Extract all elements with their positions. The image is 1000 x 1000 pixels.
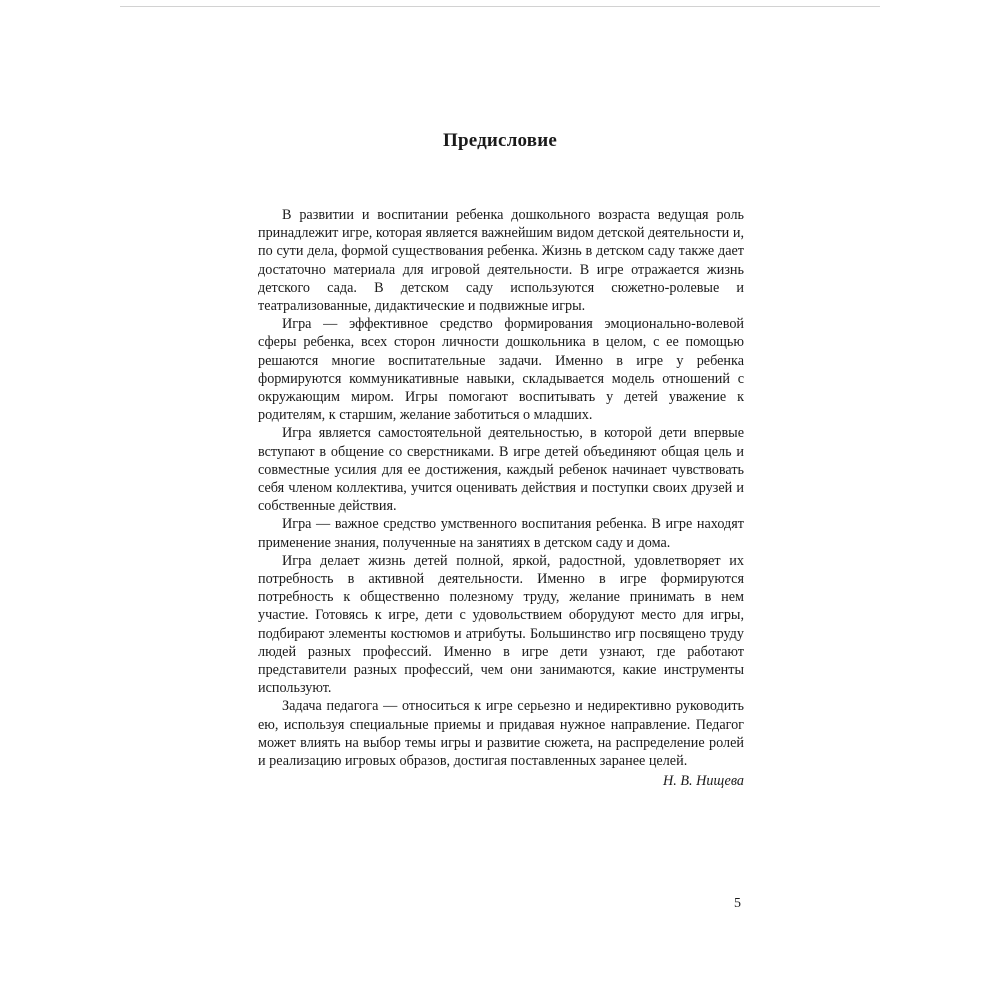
paragraph-4: Игра — важное средство умственного воспитания ребенка. В игре находят применение знания, полученные на занятиях в детском саду и дома.	[258, 516, 744, 551]
paragraph-5: Игра делает жизнь детей полной, яркой, радостной, удовлетворяет их потребность в активной деятельности. Именно в игре формируются потребность к общественно полезному труду, желание принимать в нем участие. Готовясь к игре, дети с удовольствием оборудуют место для игры, подбирают элементы костюмов и атрибуты. Большинство игр посвящено труду людей разных профессий. Именно в игре дети узнают, где работают представители разных профессий, чем они занимаются, какие инструменты используют.	[258, 552, 744, 697]
preface-body	[258, 206, 744, 791]
paragraph-6: Задача педагога — относиться к игре серьезно и недирективно руководить ею, используя специальные приемы и придавая нужное направление. Педагог может влиять на выбор темы игры и развитие сюжета, на распределение ролей и реализацию игровых образов, достигая поставленных заранее целей.	[258, 698, 744, 770]
author-signature: Н. В. Нищева	[663, 773, 744, 790]
page-number: 5	[734, 896, 741, 911]
top-divider	[120, 6, 880, 7]
paragraph-3: Игра является самостоятельной деятельностью, в которой дети впервые вступают в общение со сверстниками. В игре детей объединяют общая цель и совместные усилия для ее достижения, каждый ребенок начинает чувствовать себя членом коллектива, учится оценивать действия и поступки своих друзей и собственные действия.	[258, 425, 744, 515]
page-title: Предисловие	[442, 130, 558, 151]
paragraph-2: Игра — эффективное средство формирования эмоционально-волевой сферы ребенка, всех сторон личности дошкольника в целом, с ее помощью решаются многие воспитательные задачи. Именно в игре у ребенка формируются коммуникативные навыки, складывается модель отношений с окружающим миром. Игры помогают воспитывать у детей уважение к родителям, к старшим, желание заботиться о младших.	[258, 316, 744, 424]
paragraph-1: В развитии и воспитании ребенка дошкольного возраста ведущая роль принадлежит игре, которая является важнейшим видом детской деятельности и, по сути дела, формой существования ребенка. Жизнь в детском саду также дает достаточно материала для игровой деятельности. В игре отражается жизнь детского сада. В детском саду используются сюжетно-ролевые и театрализованные, дидактические и подвижные игры.	[258, 207, 744, 315]
